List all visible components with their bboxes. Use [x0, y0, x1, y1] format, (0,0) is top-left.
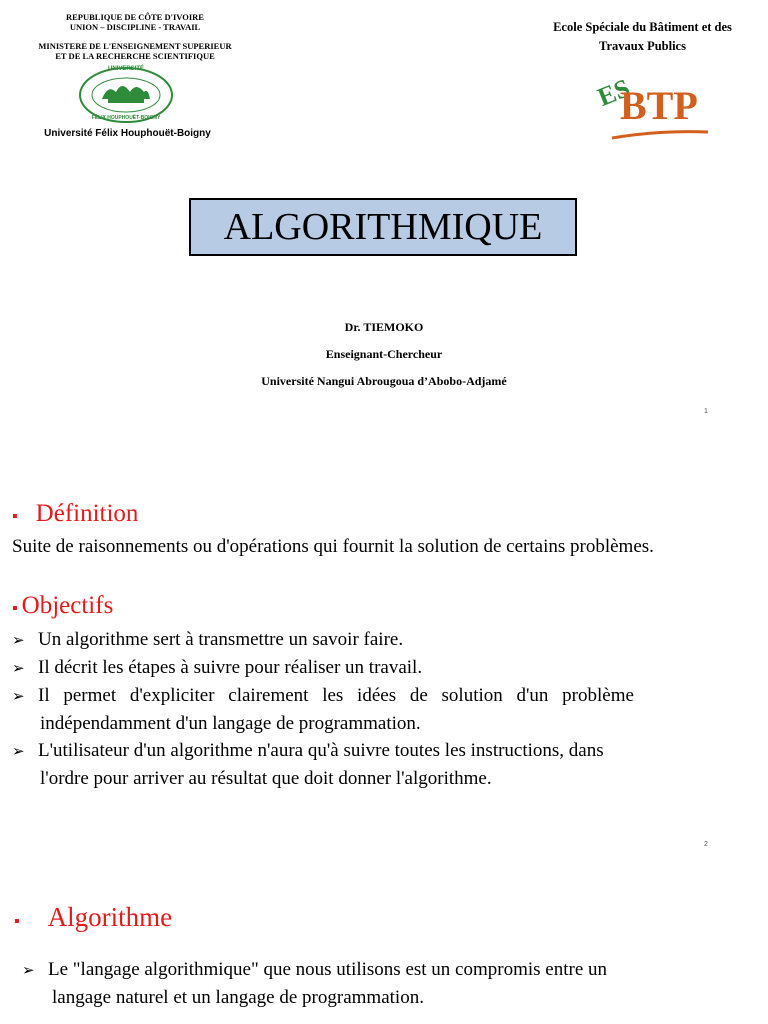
list-item: ➢ Le "langage algorithmique" que nous utilisons est un compromis entre un: [22, 956, 762, 984]
ufhb-logo-text-bottom: FÉLIX HOUPHOUËT-BOIGNY: [91, 115, 161, 121]
header-country: REPUBLIQUE DE CÔTE D'IVOIRE: [66, 12, 204, 22]
definition-section: [12, 500, 138, 528]
definition-bullet: ▪: [12, 508, 18, 525]
arrow-bullet-icon: ➢: [12, 631, 25, 649]
university-name: Université Félix Houphouët-Boigny: [44, 128, 211, 139]
algorithme-text: [22, 956, 762, 1011]
algorithme-bullet: ▪: [14, 913, 20, 930]
esbtp-logo-btp: BTP: [620, 83, 698, 128]
arrow-bullet-icon: ➢: [22, 961, 35, 979]
objectifs-section: [12, 592, 113, 620]
page-title: ALGORITHMIQUE: [189, 198, 577, 256]
definition-text: Suite de raisonnements ou d'opérations qui fournit la solution de certains problèmes.: [12, 536, 654, 557]
header-left: [0, 12, 270, 61]
list-item: ➢ Il permet d'expliciter clairement les idées de solution d'un problème: [12, 682, 762, 710]
author-name: Dr. TIEMOKO: [344, 320, 424, 334]
header-ministry: MINISTERE DE L'ENSEIGNEMENT SUPERIEUR: [38, 41, 232, 51]
page-number: 1: [704, 408, 708, 415]
definition-heading: Définition: [35, 500, 139, 527]
list-item: ➢ Il décrit les étapes à suivre pour réaliser un travail.: [12, 654, 762, 682]
page-number: 2: [704, 841, 708, 848]
author-role: Enseignant-Chercheur: [325, 347, 443, 361]
school-name-line1: Ecole Spéciale du Bâtiment et des: [553, 20, 732, 34]
list-item-continuation: indépendamment d'un langage de programmation.: [40, 713, 421, 734]
esbtp-logo-es: ES: [593, 73, 634, 112]
list-item: ➢ L'utilisateur d'un algorithme n'aura qu'à suivre toutes les instructions, dans: [12, 737, 762, 765]
algorithme-heading: Algorithme: [47, 902, 173, 932]
arrow-bullet-icon: ➢: [12, 687, 25, 705]
esbtp-swoosh: [610, 128, 710, 140]
arrow-bullet-icon: ➢: [12, 742, 25, 760]
list-item-continuation: l'ordre pour arriver au résultat que doit donner l'algorithme.: [40, 768, 492, 789]
header-right: [520, 18, 765, 56]
school-name-line2: Travaux Publics: [599, 39, 686, 53]
objectifs-heading: Objectifs: [21, 592, 114, 619]
header-ministry-2: ET DE LA RECHERCHE SCIENTIFIQUE: [55, 51, 215, 61]
list-item: ➢ Un algorithme sert à transmettre un savoir faire.: [12, 626, 762, 654]
arrow-bullet-icon: ➢: [12, 659, 25, 677]
esbtp-logo: [594, 72, 714, 144]
ufhb-logo-text-top: UNIVERSITÉ: [107, 66, 144, 72]
header-motto: UNION – DISCIPLINE - TRAVAIL: [69, 22, 201, 32]
objectifs-list: [12, 626, 762, 792]
author-affiliation: Université Nangui Abrougoua d’Abobo-Adjamé: [261, 374, 507, 388]
algorithme-section: [14, 902, 172, 933]
objectifs-bullet: ▪: [12, 600, 18, 617]
list-item-continuation: langage naturel et un langage de programmation.: [52, 987, 424, 1008]
